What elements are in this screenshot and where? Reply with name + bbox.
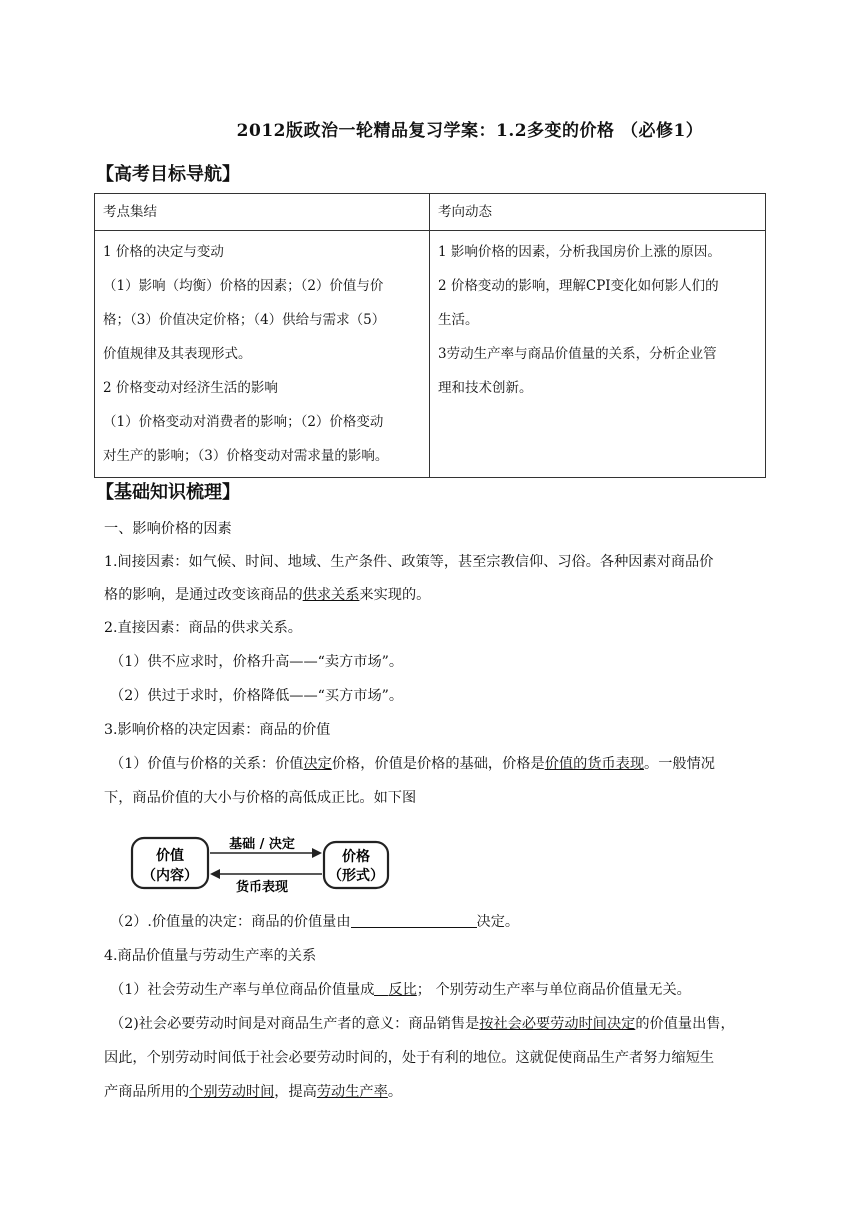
table-line: 1 价格的决定与变动 (103, 244, 224, 260)
table-line: 理和技术创新。 (438, 380, 533, 396)
arrow-head-icon (312, 848, 322, 858)
table-line: 对生产的影响；（3）价格变动对需求量的影响。 (103, 448, 389, 464)
diagram-label: 价格 (342, 849, 370, 865)
table-line: 格；（3）价值决定价格；（4）供给与需求（5） (103, 312, 386, 328)
goals-table (94, 193, 766, 478)
table-header-points: 考点集结 (95, 194, 430, 231)
table-line: 价值规律及其表现形式。 (103, 346, 252, 362)
fill-blank[interactable] (374, 981, 388, 996)
paragraph: （1）价值与价格的关系：价值决定价格，价值是价格的基础，价格是价值的货币表现。一般情况 (110, 756, 715, 772)
diagram-label: （内容） (142, 868, 198, 884)
paragraph: （2）.价值量的决定：商品的价值量由 决定。 (110, 914, 520, 930)
value-price-diagram (130, 828, 392, 896)
table-line: 生活。 (438, 312, 479, 328)
paragraph: 因此，个别劳动时间低于社会必要劳动时间的，处于有利的地位。这就促使商品生产者努力缩短生 (104, 1050, 715, 1066)
underlined-answer: 反比 (388, 982, 417, 998)
paragraph: （2）供过于求时，价格降低——“买方市场”。 (110, 688, 404, 704)
underlined-answer: 劳动生产率 (316, 1084, 388, 1100)
paragraph: 4.商品价值量与劳动生产率的关系 (104, 948, 317, 964)
paragraph: 3.影响价格的决定因素：商品的价值 (104, 722, 331, 738)
table-line: 1 影响价格的因素，分析我国房价上涨的原因。 (438, 244, 721, 260)
diagram-label: 货币表现 (235, 880, 289, 895)
table-line: （1）价格变动对消费者的影响；（2）价格变动 (103, 414, 384, 430)
table-line: 2 价格变动的影响，理解CPI变化如何影人们的 (438, 278, 719, 294)
table-line: （1）影响（均衡）价格的因素；（2）价值与价 (103, 278, 384, 294)
section-heading-basics: 【基础知识梳理】 (96, 482, 240, 503)
paragraph: 2.直接因素：商品的供求关系。 (104, 620, 302, 636)
underlined-answer: 供求关系 (302, 587, 360, 603)
diagram-label: （形式） (328, 868, 384, 884)
table-header-trends: 考向动态 (430, 194, 766, 231)
paragraph: 1.间接因素：如气候、时间、地域、生产条件、政策等，甚至宗教信仰、习俗。各种因素对商品价 格的影响，是通过改变该商品的供求关系来实现的。 (104, 554, 714, 603)
diagram-label: 基础 / 决定 (229, 837, 295, 852)
paragraph: 下，商品价值的大小与价格的高低成正比。如下图 (104, 790, 417, 806)
table-cell-points (95, 231, 430, 478)
paragraph: （2)社会必要劳动时间是对商品生产者的意义：商品销售是按社会必要劳动时间决定的价值量出售， (110, 1016, 735, 1032)
heading-factors: 一、影响价格的因素 (104, 521, 232, 537)
arrow-head-icon (210, 869, 220, 879)
paragraph: 产商品所用的个别劳动时间，提高劳动生产率。 (104, 1084, 403, 1100)
section-heading-goals: 【高考目标导航】 (96, 164, 240, 185)
table-line: 3劳动生产率与商品价值量的关系，分析企业管 (438, 346, 717, 362)
table-cell-trends (430, 231, 766, 478)
underlined-answer: 个别劳动时间 (189, 1084, 275, 1100)
paragraph: （1）社会劳动生产率与单位商品价值量成 反比； 个别劳动生产率与单位商品价值量无关。 (110, 982, 691, 998)
underlined-answer: 按社会必要劳动时间决定 (479, 1016, 636, 1032)
underlined-answer: 价值的货币表现 (544, 756, 645, 772)
page-title: 2012版政治一轮精品复习学案：1.2多变的价格 （必修1） (236, 121, 704, 141)
paragraph: （1）供不应求时，价格升高——“卖方市场”。 (110, 654, 404, 670)
fill-blank[interactable] (351, 913, 477, 928)
underlined-answer: 决定 (303, 756, 332, 772)
diagram-label: 价值 (156, 848, 184, 864)
table-line: 2 价格变动对经济生活的影响 (103, 380, 278, 396)
